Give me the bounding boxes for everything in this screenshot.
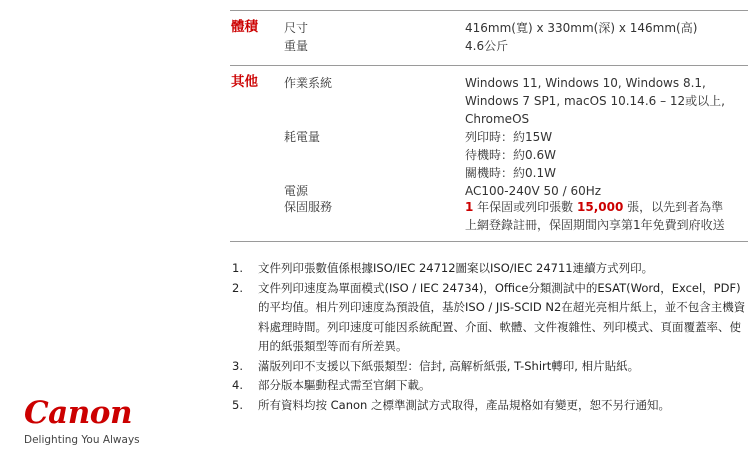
footnote-item (232, 396, 747, 416)
footnote-number: 5. (232, 397, 243, 412)
brand-tagline: Delighting You Always (24, 434, 140, 446)
value-power-standby: 待機時：約0.6W (465, 148, 556, 162)
label-weight: 重量 (284, 39, 309, 53)
value-power-off: 關機時：約0.1W (465, 166, 556, 180)
canon-logo: Canon (24, 395, 133, 431)
label-dimensions: 尺寸 (284, 21, 309, 35)
warranty-page-count: 15,000 (577, 200, 624, 214)
footnote-item (232, 376, 747, 396)
footnote-text: 滿版列印不支援以下紙張類型：信封, 高解析紙張, T-Shirt轉印, 相片貼紙。 (258, 358, 640, 373)
warranty-text-2: 張，以先到者為準 (623, 200, 724, 214)
footnotes (232, 259, 747, 415)
footnote-item (232, 259, 747, 279)
footnote-item (232, 279, 747, 357)
footnote-number: 4. (232, 378, 243, 392)
footnote-number: 2. (232, 280, 243, 295)
value-os-line-2: Windows 7 SP1, macOS 10.14.6 – 12或以上, (465, 94, 725, 108)
footnote-text: 部分版本驅動程式需至官網下載。 (258, 378, 431, 392)
value-warranty-line-2: 上網登錄註冊，保固期間內享第1年免費到府收送 (465, 218, 725, 232)
footnote-item (232, 357, 747, 377)
footnote-text: 文件列印張數值係根據ISO/IEC 24712圖案以ISO/IEC 24711連續方式列印。 (258, 261, 654, 275)
label-power-consumption: 耗電量 (284, 130, 321, 144)
value-weight: 4.6公斤 (465, 39, 509, 53)
footnote-text: 所有資料均按 Canon 之標準測試方式取得，產品規格如有變更，恕不另行通知。 (258, 397, 670, 412)
value-warranty-line-1 (465, 198, 723, 216)
footnote-text: 文件列印速度為單面模式(ISO / IEC 24734)，Office分類測試中的ESAT(Word，Excel，PDF)的平均值。相片列印速度為預設值，基於ISO / JIS-SCID N2在超光亮相片紙上，並不包含主機資料處理時間。列印速度可能因系統配置、介面、軟體、文件複雜性、列印模式、頁面覆蓋率、使用的紙張類型等而有所差異。 (258, 280, 746, 353)
footnote-number: 3. (232, 358, 243, 373)
value-os-line-3: ChromeOS (465, 112, 530, 126)
warranty-text-1: 年保固或列印張數 (473, 200, 577, 214)
category-volume: 體積 (231, 19, 258, 35)
value-power-supply: AC100-240V 50 / 60Hz (465, 184, 602, 198)
bottom-divider (230, 241, 748, 242)
section-divider (230, 65, 748, 66)
value-power-printing: 列印時：約15W (465, 130, 553, 144)
label-os: 作業系統 (284, 76, 333, 90)
warranty-years: 1 (465, 200, 474, 214)
value-os-line-1: Windows 11, Windows 10, Windows 8.1, (465, 76, 706, 90)
top-divider (230, 10, 748, 11)
footnote-number: 1. (232, 261, 243, 275)
label-warranty: 保固服務 (284, 200, 333, 214)
value-dimensions: 416mm(寬) x 330mm(深) x 146mm(高) (465, 21, 698, 35)
category-other: 其他 (231, 74, 258, 90)
label-power-supply: 電源 (284, 184, 309, 198)
